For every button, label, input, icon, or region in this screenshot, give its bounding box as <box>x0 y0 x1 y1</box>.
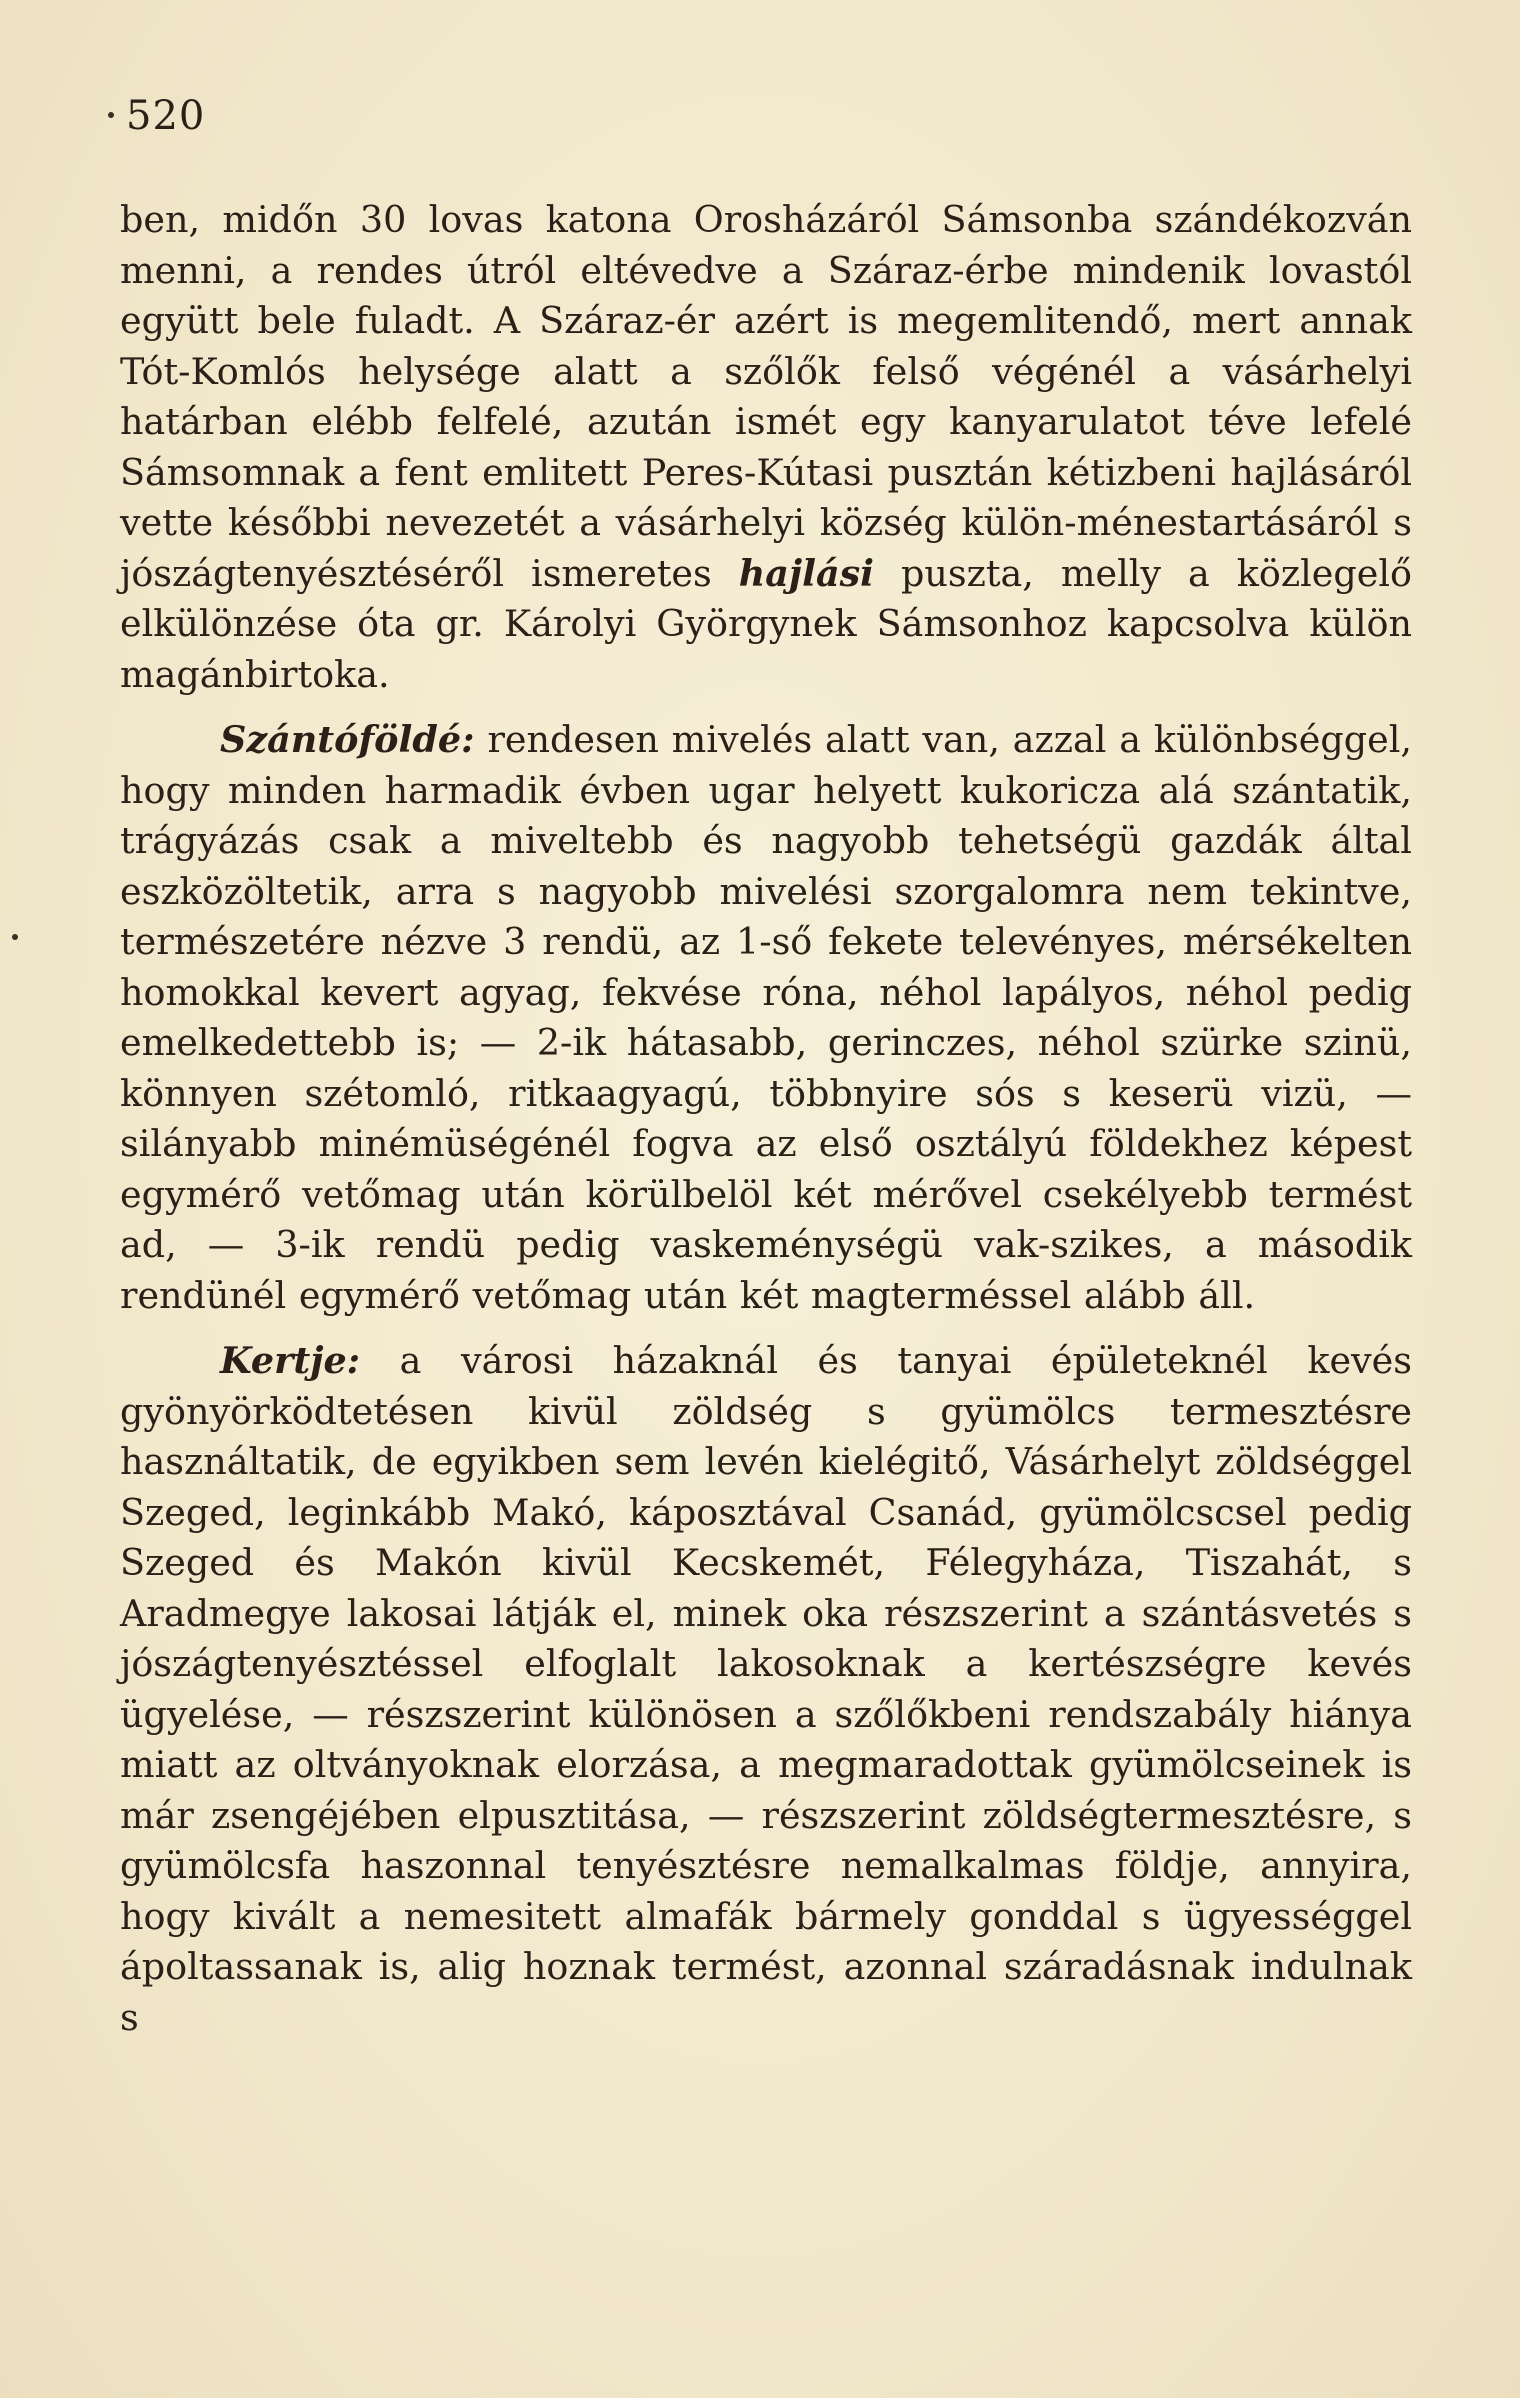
paragraph-1 <box>120 195 1412 700</box>
paragraph-text-tail: puszta, melly a közlegelő elkülönzése óta gr. Károlyi Györgynek Sámsonhoz kapcsolva külön magánbirtoka. <box>120 551 1412 696</box>
paragraph-2 <box>120 715 1412 1321</box>
paragraph-3 <box>120 1336 1412 2043</box>
margin-mark <box>108 112 114 118</box>
paragraph-text: a városi házaknál és tanyai épületeknél kevés gyönyörködtetésen kivül zöldség s gyümölcs termesztésre használtatik, de egyikben sem levén kielégitő, Vásárhelyt zöldséggel Szeged, leginkább Makó, káposztával Csanád, gyümölcscsel pedig Szeged és Makón kivül Kecskemét, Félegyháza, Tiszahát, s Aradmegye lakosai látják el, minek oka részszerint a szántásvetés s jószágtenyésztéssel elfoglalt lakosoknak a kertészségre kevés ügyelése, — részszerint különösen a szőlőkbeni rendszabály hiánya miatt az oltványoknak elorzása, a megmaradottak gyümölcseinek is már zsengéjében elpusztitása, — részszerint zöldségtermesztésre, s gyümölcsfa haszonnal tenyésztésre nemalkalmas földje, annyira, hogy kivált a nemesitett almafák bármely gonddal s ügyességgel ápoltassanak is, alig hoznak termést, azonnal száradásnak indulnak s <box>120 1339 1412 2039</box>
emphasized-term: hajlási <box>738 551 875 595</box>
section-lead: Kertje: <box>220 1339 361 1382</box>
body-text <box>120 195 1412 2043</box>
paragraph-text: rendesen mivelés alatt van, azzal a különbséggel, hogy minden harmadik évben ugar helyett kukoricza alá szántatik, trágyázás csak a miveltebb és nagyobb tehetségü gazdák által eszközöltetik, arra s nagyobb mivelési szorgalomra nem tekintve, természetére nézve 3 rendü, az 1-ső fekete televényes, mérsékelten homokkal kevert agyag, fekvése róna, néhol lapályos, néhol pedig emelkedettebb is; — 2-ik hátasabb, gerinczes, néhol szürke szinü, könnyen szétomló, ritkaagyagú, többnyire sós s keserü vizü, — silányabb minémüségénél fogva az első osztályú földekhez képest egymérő vetőmag után körülbelöl két mérővel csekélyebb termést ad, — 3-ik rendü pedig vaskeménységü vak-szikes, a második rendünél egymérő vetőmag után két magterméssel alább áll. <box>120 718 1412 1317</box>
paragraph-text: ben, midőn 30 lovas katona Orosházáról Sámsonba szándékozván menni, a rendes útról eltévedve a Száraz-érbe mindenik lovastól együtt bele fuladt. A Száraz-ér azért is megemlitendő, mert annak Tót-Komlós helysége alatt a szőlők felső végénél a vásárhelyi határban elébb felfelé, azután ismét egy kanyarulatot téve lefelé Sámsomnak a fent emlitett Peres-Kútasi pusztán kétizbeni hajlásáról vette későbbi nevezetét a vásárhelyi község külön-ménestartásáról s jószágtenyésztéséről ismeretes <box>120 198 1412 595</box>
section-lead: Szántóföldé: <box>220 718 475 761</box>
margin-mark <box>12 934 18 940</box>
page-number: 520 <box>126 93 206 139</box>
